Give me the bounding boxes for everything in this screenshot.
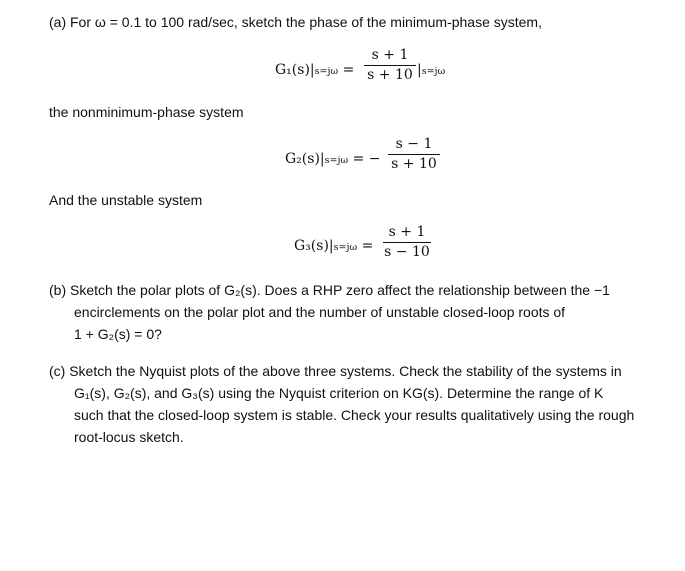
part-a-prompt: (a) For ω = 0.1 to 100 rad/sec, sketch the phase of the minimum-phase system, [49, 14, 542, 30]
label-unstable-system: And the unstable system [49, 192, 203, 208]
label-nonminimum-phase: the nonminimum-phase system [49, 104, 244, 120]
part-b-question [49, 279, 664, 345]
g1-eval-subscript: s=jω [314, 66, 339, 77]
part-c-line-2: G₁(s), G₂(s), and G₃(s) using the Nyquist criterion on KG(s). Determine the range of K [74, 385, 604, 401]
g3-symbol: G₃(s)| [294, 238, 334, 254]
g2-sign: = − [352, 151, 381, 167]
part-b-line-3: 1 + G₂(s) = 0? [74, 326, 162, 342]
g2-fraction-bar [388, 154, 440, 155]
g1-fraction-bar [364, 65, 416, 66]
g2-numerator: s − 1 [395, 136, 433, 152]
part-c-line-3: such that the closed-loop system is stable. Check your results qualitatively using the rough [74, 407, 635, 423]
equation-g1-lhs: G₁(s)|s=jω = [275, 62, 355, 78]
g1-tail-subscript: s=jω [421, 66, 446, 77]
equation-g3-lhs: G₃(s)|s=jω = [294, 238, 374, 254]
equation-g2-lhs [285, 151, 381, 167]
equation-g2-fraction [388, 136, 440, 172]
g2-eval-subscript: s=jω [324, 155, 349, 166]
g1-numerator: s + 1 [371, 47, 409, 63]
part-b-line-1: (b) Sketch the polar plots of G₂(s). Does a RHP zero affect the relationship between the −1 [49, 282, 610, 298]
g3-denominator: s − 10 [384, 244, 430, 260]
equation-g3-fraction [383, 224, 431, 260]
part-c-line-1: (c) Sketch the Nyquist plots of the above three systems. Check the stability of the systems in [49, 363, 622, 379]
part-c-question [49, 360, 664, 448]
part-b-line-2: encirclements on the polar plot and the number of unstable closed-loop roots of [74, 304, 566, 320]
equation-g1-fraction [364, 47, 416, 83]
g1-denominator: s + 10 [367, 67, 413, 83]
part-c-line-4: root-locus sketch. [74, 429, 184, 445]
g3-numerator: s + 1 [388, 224, 426, 240]
g3-eval-subscript: s=jω [333, 242, 358, 253]
g2-denominator: s + 10 [391, 156, 437, 172]
g1-symbol: G₁(s)| [275, 62, 315, 78]
g1-tail-eval: |s=jω [417, 62, 446, 78]
g3-fraction-bar [383, 242, 431, 243]
g2-symbol: G₂(s)| [285, 151, 325, 167]
